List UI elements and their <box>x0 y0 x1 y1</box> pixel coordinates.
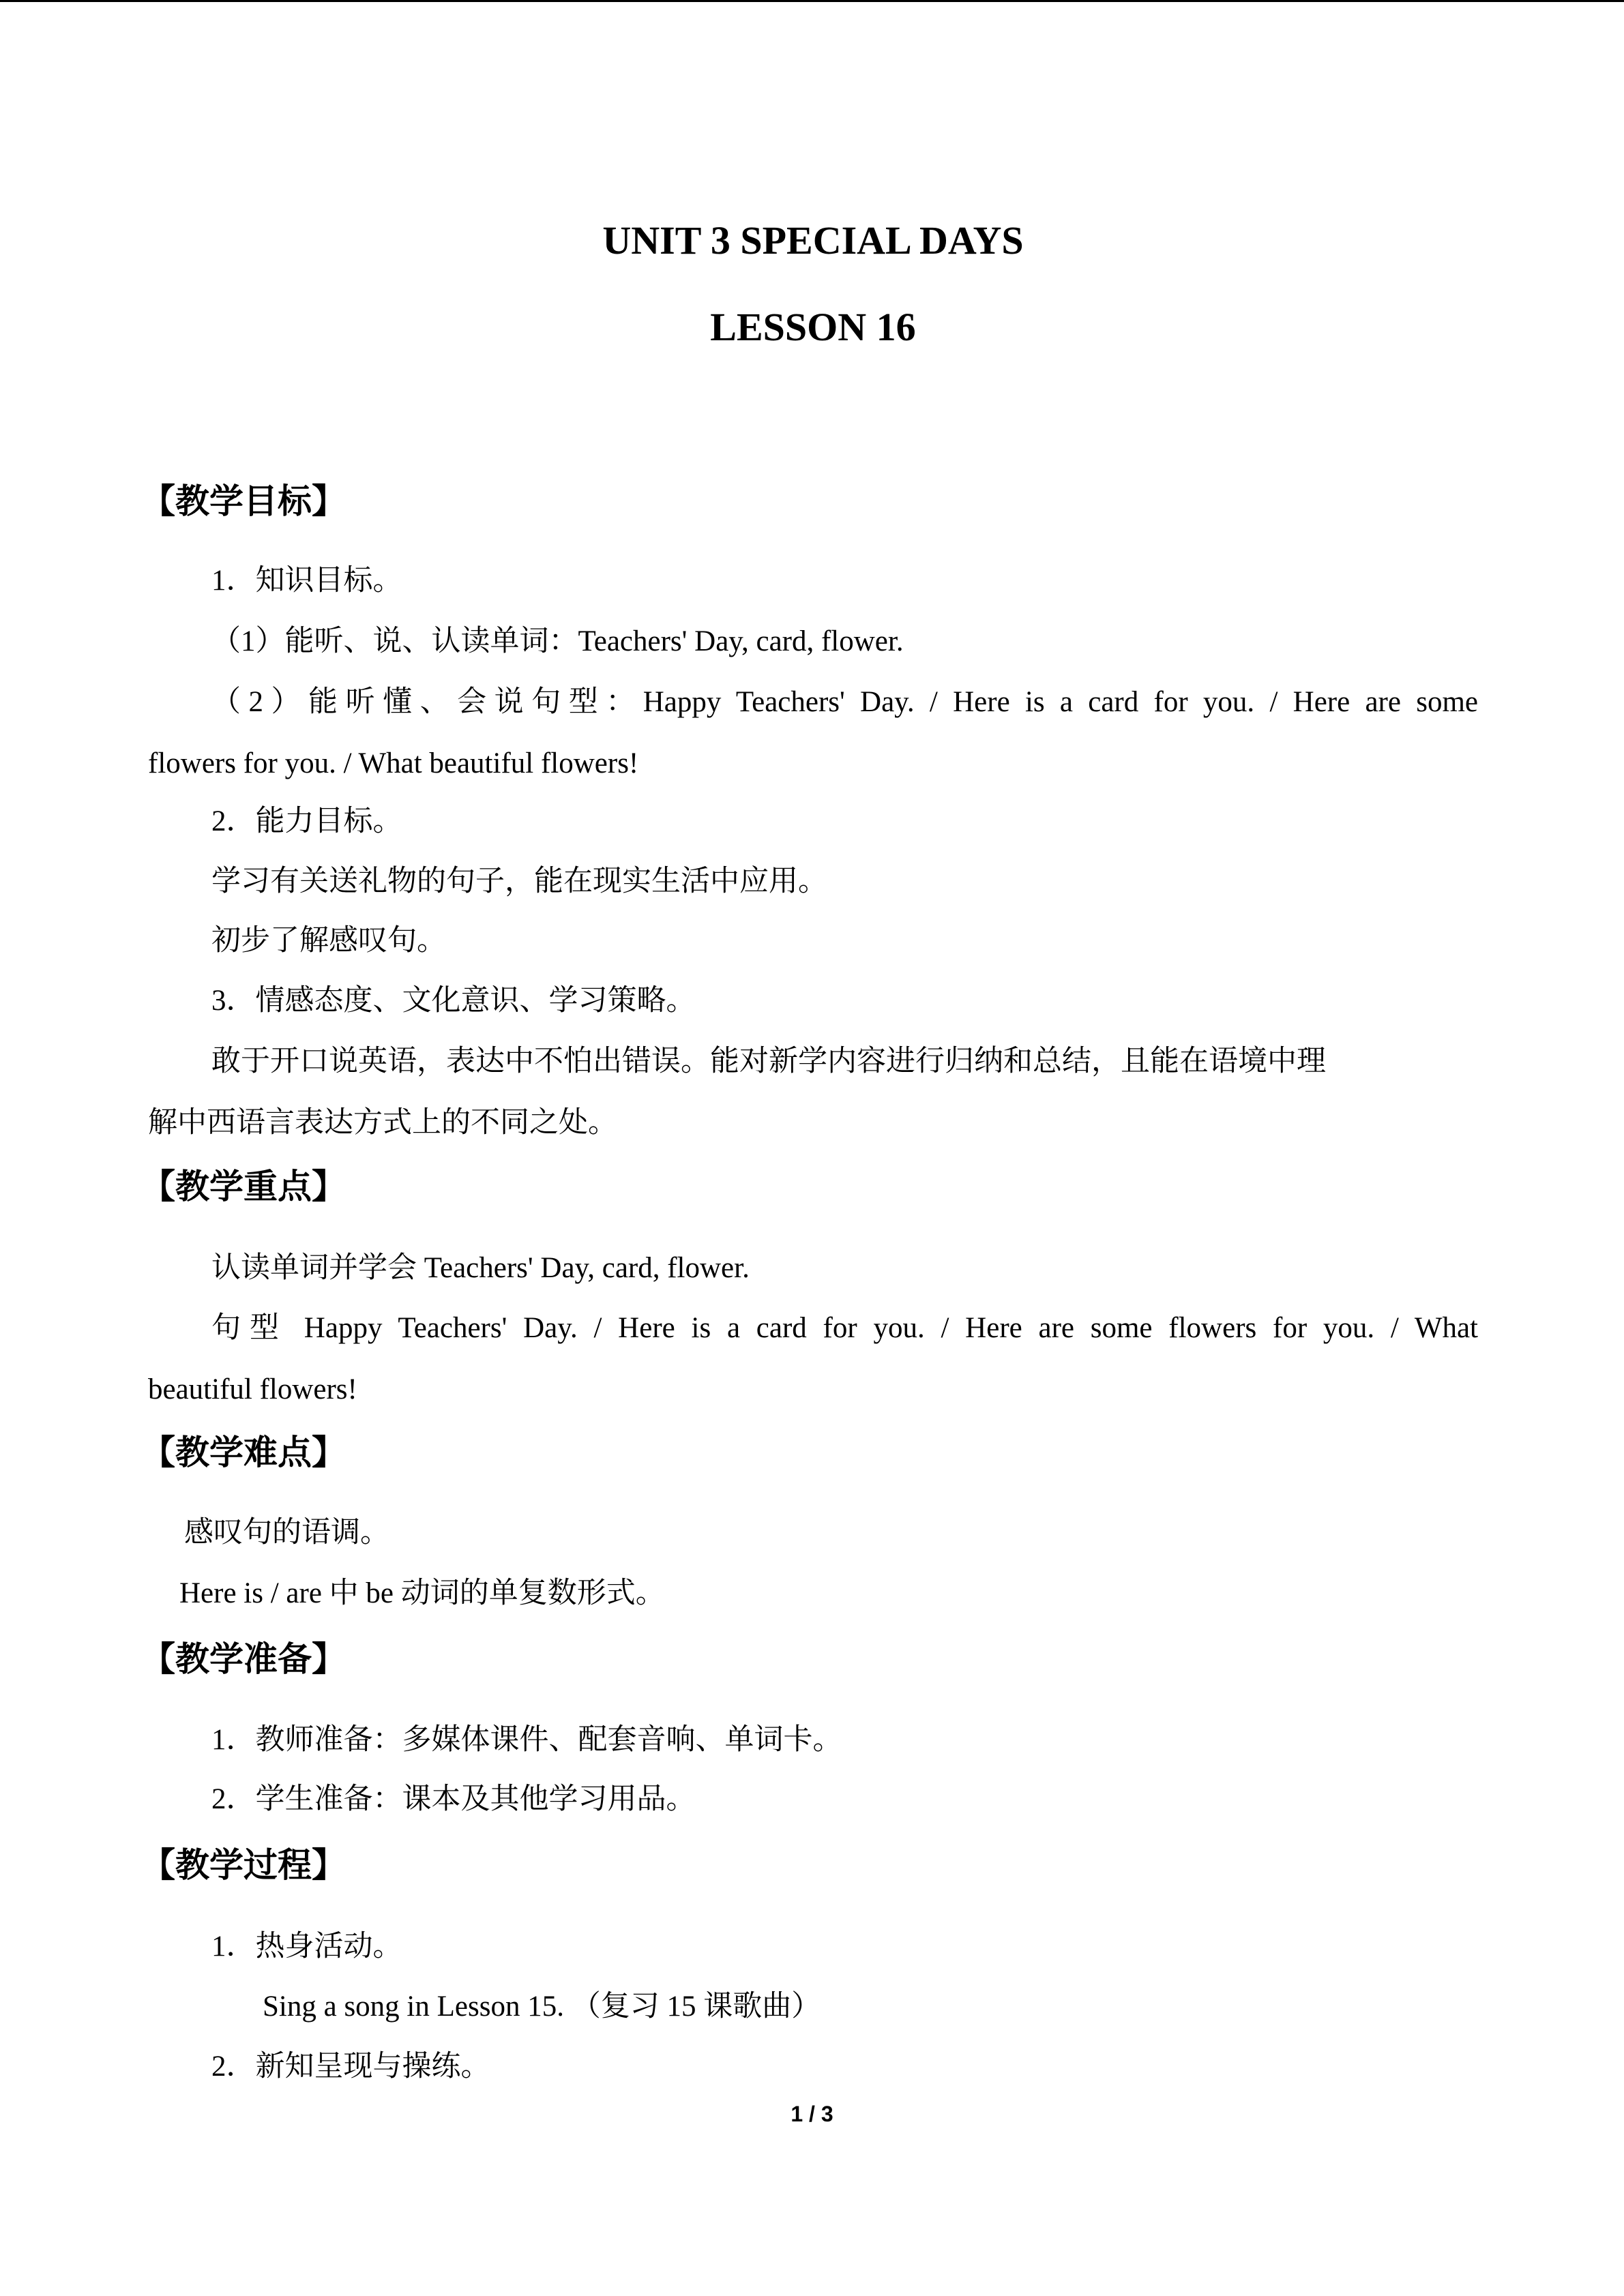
key-points-line-2b: beautiful flowers! <box>148 1373 357 1405</box>
goals-line-4: 2．能力目标。 <box>211 805 402 837</box>
difficulties-line-2: Here is / are 中 be 动词的单复数形式。 <box>179 1577 665 1609</box>
goals-line-8a: 敢于开口说英语，表达中不怕出错误。能对新学内容进行归纳和总结，且能在语境中理 <box>211 1045 1326 1077</box>
key-points-line-2a: 句型 Happy Teachers' Day. / Here is a card for you. / Here are some flowers for you. / What <box>211 1312 1478 1344</box>
preparation-line-1: 1．教师准备：多媒体课件、配套音响、单词卡。 <box>211 1724 842 1756</box>
section-heading-preparation: 【教学准备】 <box>141 1639 346 1679</box>
section-heading-difficulties: 【教学难点】 <box>141 1433 346 1472</box>
goals-line-6: 初步了解感叹句。 <box>211 925 446 957</box>
section-heading-goals: 【教学目标】 <box>141 481 346 521</box>
goals-line-3b: flowers for you. / What beautiful flowers! <box>148 747 639 779</box>
process-line-3: 2．新知呈现与操练。 <box>211 2051 490 2083</box>
page-top-border <box>0 0 1624 2</box>
document-title: UNIT 3 SPECIAL DAYS <box>602 218 1024 263</box>
page-number: 1 / 3 <box>791 2102 833 2126</box>
process-line-2: Sing a song in Lesson 15. （复习 15 课歌曲） <box>263 1991 821 2023</box>
key-points-line-1: 认读单词并学会 Teachers' Day, card, flower. <box>211 1252 750 1284</box>
preparation-line-2: 2．学生准备：课本及其他学习用品。 <box>211 1783 696 1815</box>
section-heading-key-points: 【教学重点】 <box>141 1167 346 1206</box>
goals-line-1: 1．知识目标。 <box>211 565 402 597</box>
document-subtitle: LESSON 16 <box>710 305 916 349</box>
goals-line-2: （1）能听、说、认读单词：Teachers' Day, card, flower. <box>211 625 904 657</box>
goals-line-8b: 解中西语言表达方式上的不同之处。 <box>148 1107 617 1139</box>
goals-line-3a: （2）能听懂、会说句型：Happy Teachers' Day. / Here is a card for you. / Here are some <box>211 686 1478 718</box>
goals-line-5: 学习有关送礼物的句子，能在现实生活中应用。 <box>211 865 827 897</box>
goals-line-7: 3．情感态度、文化意识、学习策略。 <box>211 985 696 1017</box>
difficulties-line-1: 感叹句的语调。 <box>184 1517 389 1549</box>
process-line-1: 1．热身活动。 <box>211 1930 402 1963</box>
section-heading-process: 【教学过程】 <box>141 1845 346 1885</box>
